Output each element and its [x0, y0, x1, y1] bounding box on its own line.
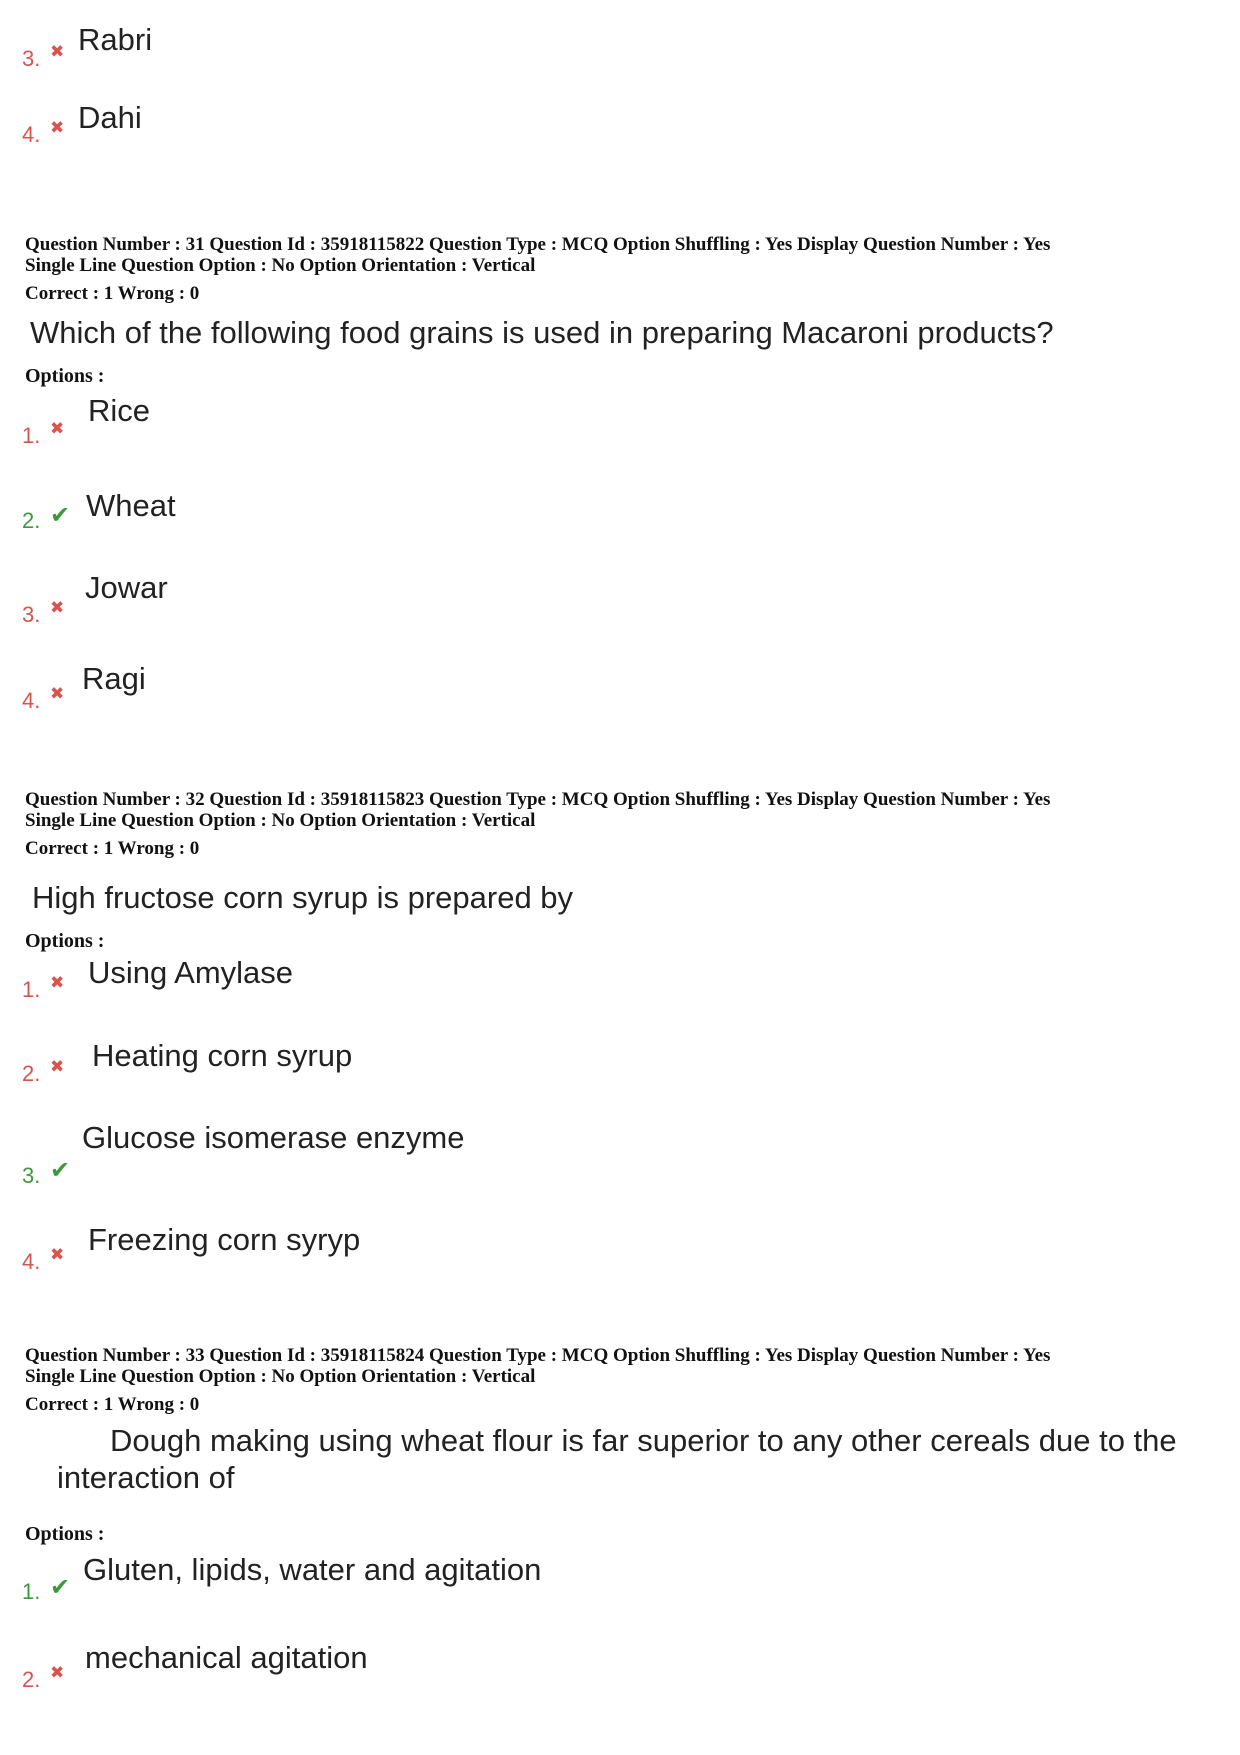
- question-meta-options: Single Line Question Option : No Option Orientation : Vertical: [25, 255, 536, 276]
- option-text: Gluten, lipids, water and agitation: [83, 1552, 542, 1587]
- check-icon: ✔: [50, 1573, 71, 1601]
- option-number: 2.: [22, 508, 41, 533]
- option-number: 1.: [22, 977, 41, 1002]
- option-text: Freezing corn syryp: [88, 1222, 361, 1257]
- question-marks: Correct : 1 Wrong : 0: [25, 838, 200, 859]
- options-label: Options :: [25, 930, 105, 952]
- options-label: Options :: [25, 365, 105, 387]
- cross-icon: ✖: [50, 973, 65, 993]
- question-meta-options: Single Line Question Option : No Option Orientation : Vertical: [25, 810, 536, 831]
- question-text: High fructose corn syrup is prepared by: [32, 880, 574, 915]
- cross-icon: ✖: [50, 1057, 65, 1077]
- option-number: 2.: [22, 1667, 41, 1692]
- option-text: Dahi: [78, 100, 142, 135]
- check-icon: ✔: [50, 1156, 71, 1184]
- option-number: 4.: [22, 122, 41, 147]
- option-number: 1.: [22, 1579, 41, 1604]
- cross-icon: ✖: [50, 1663, 65, 1683]
- question-meta-options: Single Line Question Option : No Option Orientation : Vertical: [25, 1366, 536, 1387]
- question-meta: Question Number : 33 Question Id : 35918115824 Question Type : MCQ Option Shuffling : Yes Display Question Number : Yes: [25, 1345, 1051, 1366]
- cross-icon: ✖: [50, 419, 65, 439]
- option-number: 4.: [22, 688, 41, 713]
- cross-icon: ✖: [50, 684, 65, 704]
- option-number: 3.: [22, 46, 41, 71]
- cross-icon: ✖: [50, 42, 65, 62]
- option-number: 4.: [22, 1249, 41, 1274]
- question-text: Which of the following food grains is used in preparing Macaroni products?: [30, 315, 1054, 350]
- option-number: 3.: [22, 602, 41, 627]
- option-text: Heating corn syrup: [92, 1038, 353, 1073]
- option-text: Ragi: [82, 661, 146, 696]
- cross-icon: ✖: [50, 598, 65, 618]
- question-text-line2: interaction of: [57, 1460, 235, 1495]
- options-label: Options :: [25, 1523, 105, 1545]
- option-text: Jowar: [85, 570, 168, 605]
- question-marks: Correct : 1 Wrong : 0: [25, 283, 200, 304]
- option-text: mechanical agitation: [85, 1640, 368, 1675]
- option-number: 2.: [22, 1061, 41, 1086]
- option-text: Rice: [88, 393, 151, 428]
- cross-icon: ✖: [50, 118, 65, 138]
- option-number: 1.: [22, 423, 41, 448]
- cross-icon: ✖: [50, 1245, 65, 1265]
- question-meta: Question Number : 32 Question Id : 35918115823 Question Type : MCQ Option Shuffling : Yes Display Question Number : Yes: [25, 789, 1051, 810]
- option-number: 3.: [22, 1163, 41, 1188]
- option-text: Wheat: [86, 488, 176, 523]
- question-text: Dough making using wheat flour is far superior to any other cereals due to the: [110, 1423, 1177, 1458]
- check-icon: ✔: [50, 501, 71, 529]
- question-meta: Question Number : 31 Question Id : 35918115822 Question Type : MCQ Option Shuffling : Yes Display Question Number : Yes: [25, 234, 1051, 255]
- question-marks: Correct : 1 Wrong : 0: [25, 1394, 200, 1415]
- option-text: Rabri: [78, 22, 153, 57]
- option-text: Using Amylase: [88, 955, 294, 990]
- option-text: Glucose isomerase enzyme: [82, 1120, 465, 1155]
